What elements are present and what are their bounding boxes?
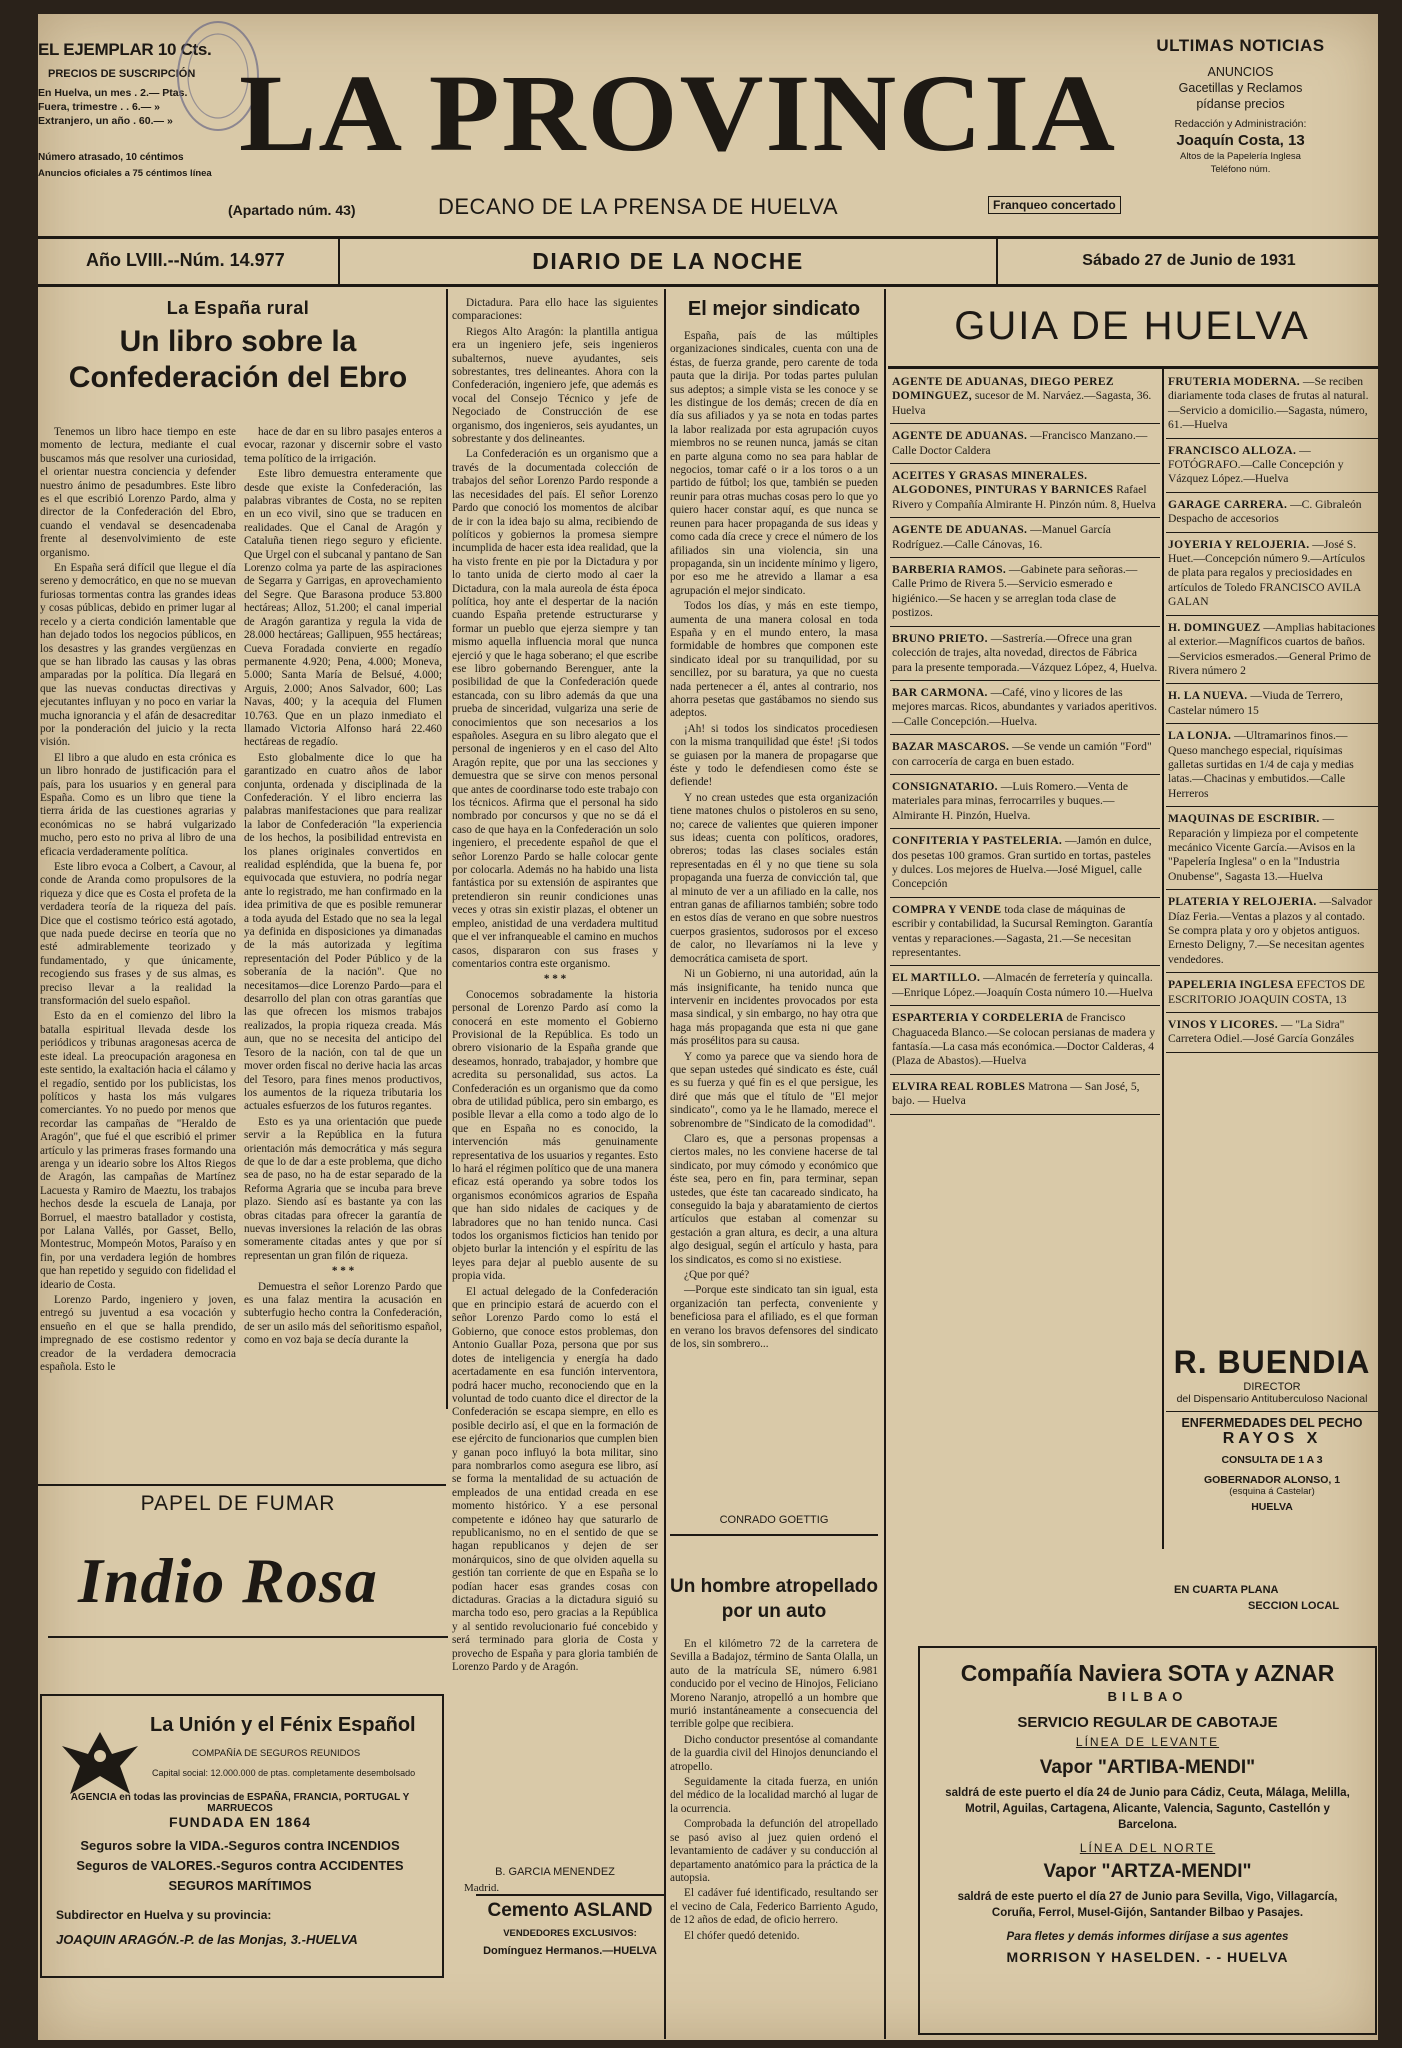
issue-date: Sábado 27 de Junio de 1931: [1082, 252, 1296, 269]
article-paragraph: Esto da en el comienzo del libro la batalla espiritual llevada desde los periódicos y tribunas aragonesas acerca de este ideal. La preocupación aragonesa en este sentido, la exaltación hacia el cálamo y el regadío, sentido por los publicistas, los políticos y hasta los más vulgares comerciantes. Yo no puedo por menos que recordar las campañas de "Heraldo de Aragón", que fué el que escribió el primer artículo y las primeras frases formando una arenga y un ideario sobre los Altos Riegos de Aragón, las campañas de Martínez Lacuesta y Ramiro de Maeztu, los trabajos hechos desde la escuela de Lanaja, por Borruel, el maestro batallador y costista, por Lalana Vallés, por Gasset, Bello, Montestruc, Mompeón Motos, Paraíso y en fin, por una verdadera legión de hombres que han repetido y seguido con fidelidad el ideario de Costa.: [40, 1010, 236, 1291]
guia-entry-name: BRUNO PRIETO.: [892, 631, 988, 645]
buendia-role: DIRECTOR: [1243, 1381, 1301, 1393]
masthead-right: [1118, 36, 1363, 175]
guia-entry-name: LA LONJA.: [1168, 729, 1232, 743]
guia-entry-text: —José S. Huet.—Concepción número 9.—Artículos de plata para regalos y preciosidades en artículos de Toledo FRANCISCO AVILA GALAN: [1168, 537, 1366, 609]
guia-entry: [1166, 724, 1378, 807]
cemento-sellers: Domínguez Hermanos.—HUELVA: [483, 1945, 657, 1957]
guia-entry-name: AGENTE DE ADUANAS, DIEGO PEREZ DOMINGUEZ,: [892, 375, 1114, 403]
kicker-espana-rural: La España rural: [166, 298, 310, 318]
guia-entry-text: —Francisco Manzano.—Calle Doctor Caldera: [892, 429, 1148, 457]
article-paragraph: * * *: [543, 973, 567, 986]
guia-entry-text: —C. Gibraleón Despacho de accesorios: [1168, 497, 1362, 526]
guia-entry-text: sucesor de M. Narváez.—Sagasta, 36. Huelva: [892, 389, 1152, 417]
naviera-ship1-text: saldrá de este puerto el día 24 de Junio para Cádiz, Ceuta, Málaga, Melilla, Motril, Aguilas, Cartagena, Alicante, Valencia, Sagunto, Castellón y Barcelona.: [945, 1787, 1350, 1831]
union-title: La Unión y el Fénix Español: [150, 1714, 416, 1736]
guia-entry: [890, 829, 1160, 898]
price-label: EL EJEMPLAR 10 Cts.: [38, 40, 212, 59]
buendia-spec: ENFERMEDADES DEL PECHO: [1166, 1411, 1378, 1430]
article-paragraph: La Confederación es un organismo que a través de la documentada colección de trabajos del señor Lorenzo Pardo responde a las necesidades del país. El señor Lorenzo Pardo que conoció los momentos de alcibar de ir con la idea bajo su alma, recibiendo de políticos y gobiernos la promesa siempre incumplida de hacer esta idea realidad, que la ha visto frente en pie por la Dictadura y por lo tanto unida de cierto modo al caer la Dictadura, con la mala aureola de ésta época política, hoy ante el despertar de la nación cuando España pretende estructurarse y formar un pueblo que ejerza siempre y tan mismo aquella influencia moral que nunca ejerció y que le haga soberano; el que escribe ese libro gobernando Berenguer, ante la posibilidad de que la Confederación quede estancada, con su libro además da que una prueba de sinceridad, vulgariza una serie de conocimientos que son necesarios a los españoles. Asegura en su libro alegato que el personal de ingenieros y en el caso del Alto Aragón repite, que por una las secciones y demuestra que se sirve con menos personal que antes de coordinarse todo este trabajo con los técnicos. Afirma que el personal ha sido nombrado por concursos y que no se dá el caso de que haya en la Confederación un solo ingeniero, el precedente español de que el señor Lorenzo Pardo se halle colocar gente por colocarla. Además no ha habido una lista fantástica por su extensión de aspirantes que pretendieron sin reunir condiciones unas veces y otras sin existir plazas, el obtener un empleo, anistidad de una verdadera multitud que el ver infranqueable el camino en muchos casos, dispararon con sus frases y comentarios contra este organismo.: [452, 448, 658, 970]
naviera-service: SERVICIO REGULAR DE CABOTAJE: [1017, 1714, 1278, 1731]
article-col2: [244, 426, 442, 1411]
guia-entry-name: PAPELERIA INGLESA: [1168, 978, 1294, 992]
buendia-place: del Dispensario Antituberculoso Nacional: [1176, 1393, 1368, 1405]
union-capital: Capital social: 12.000.000 de ptas. completamente desembolsado: [152, 1768, 416, 1778]
phoenix-emblem-icon: [60, 1724, 140, 1799]
naviera-city: BILBAO: [1107, 1689, 1188, 1704]
guia-entry-name: H. DOMINGUEZ: [1168, 620, 1261, 634]
anuncios-line: ANUNCIOS: [1207, 65, 1274, 79]
papel-fumar-title: PAPEL DE FUMAR: [140, 1492, 336, 1515]
article-paragraph: Comprobada la defunción del atropellado se pasó aviso al juez quien ordenó el levantamiento de cadáver y su conducción al departamento anatómico para la práctica de la autopsia.: [670, 1818, 878, 1884]
guia-entry-name: FRUTERIA MODERNA.: [1168, 375, 1300, 388]
guia-entry: [890, 558, 1160, 627]
guia-entry-text: —Manuel García Rodríguez.—Calle Cánovas, 16.: [892, 523, 1111, 551]
guia-entry: [1166, 973, 1378, 1013]
article-paragraph: Demuestra el señor Lorenzo Pardo que es una falaz mentira la acusación en subterfugio hecho contra la Confederación, de ser un asilo más del señoritismo español, como en voz baja se decía durante la: [244, 1280, 442, 1347]
article-paragraph: El cadáver fué identificado, resultando ser el vecino de Cala, Federico Barriento Agudo, de 12 años de edad, de oficio herrero.: [670, 1887, 878, 1927]
cemento-sub: VENDEDORES EXCLUSIVOS:: [503, 1928, 637, 1939]
subscription-row: Extranjero, un año . 60.— »: [38, 115, 173, 127]
article-paragraph: Seguidamente la citada fuerza, en unión del médico de la localidad marchó al lugar de la ocurrencia.: [670, 1776, 878, 1815]
article-paragraph: En España será difícil que llegue el día sereno y democrático, en que no se muevan furiosas tormentas contra las grandes ideas y cosas públicas, debido en primer lugar al recelo y a cierta condición lamentable que han dejado todos los negocios públicos, en los desastres y las grandes vergüenzas en que se han librado las causas y las obras amparadas por la política. Día llegará en que las nuevas conductas directivas y ejecutantes influyan y no poco en variar la mucha ignorancia y el afán de desacreditar por la ponderación del juicio y la recta visión.: [40, 562, 236, 749]
article-paragraph: Y como ya parece que va siendo hora de que sepan ustedes qué sindicato es éste, cuál es su fuerza y qué fin es el que persigue, les diré que más que el título de "El mejor sindicato", como ya le he llamado, merece el sobrenombre de "Sindicato de la comodidad".: [670, 1050, 878, 1130]
article-paragraph: Esto es ya una orientación que puede servir a la República en la futura orientación más democrática y más segura de que lo de dar a este problema, que dicho sea de paso, no ha de estar separado de la Reforma Agraria que se incuba para breve plazo. Siendo así es bastante ya con las obras citadas para ofrecer la garantía de nuevas inversiones la relación de las obras someramente citadas antes y que por sí representan un gran filón de riqueza.: [244, 1115, 442, 1262]
ultimas-noticias: ULTIMAS NOTICIAS: [1156, 36, 1325, 55]
issue-number: Año LVIII.--Núm. 14.977: [86, 250, 285, 270]
guia-entry-name: VINOS Y LICORES.: [1168, 1018, 1278, 1032]
dateline-center: DIARIO DE LA NOCHE: [532, 248, 804, 274]
guia-entry-text: —Ultramarinos finos.—Queso manchego especial, riquísimas galletas surtidas en 1/4 de caja y medias latas.—Chacinas y embutidos.—Calle Herreros: [1168, 729, 1354, 800]
guia-entry: [1166, 684, 1378, 724]
signature-garcia: B. GARCIA MENENDEZ: [495, 1866, 615, 1878]
article-paragraph: Ni un Gobierno, ni una autoridad, aún la más insignificante, ha tenido nunca que intervenir en incidentes provocados por esta masa sindical, y sin embargo, no hay otra que haga más propaganda que esta ni que gane más prosélitos para su causa.: [670, 968, 878, 1048]
subscription-title: PRECIOS DE SUSCRIPCIÓN: [48, 68, 196, 80]
subscription-row: En Huelva, un mes . 2.— Ptas.: [38, 87, 188, 99]
guia-entry-text: — "La Sidra" Carretera Odiel.—José García Gonzáles: [1168, 1018, 1355, 1046]
guia-entry-text: —Se reciben diariamente toda clases de frutas al natural.—Servicio a domicilio.—Sagasta, número, 61.—Huelva: [1168, 375, 1369, 432]
anuncios-oficiales-note: Anuncios oficiales a 75 céntimos línea: [38, 168, 212, 179]
anuncios-line: Gacetillas y Reclamos: [1178, 81, 1303, 95]
guia-entry: [1166, 493, 1378, 533]
guia-entry-text: —Gabinete para señoras.—Calle Primo de Rivera 5.—Servicio esmerado e higiénico.—Se hacen y se arreglan toda clase de postizos.: [892, 563, 1138, 620]
guia-entry-name: CONSIGNATARIO.: [892, 779, 998, 793]
guia-entry: [890, 627, 1160, 681]
signature-goettig: CONRADO GOETTIG: [719, 1514, 829, 1526]
guia-entry-name: PLATERIA Y RELOJERIA.: [1168, 895, 1317, 909]
article-paragraph: Dictadura. Para ello hace las siguientes comparaciones:: [452, 297, 658, 323]
article-paragraph: El libro a que aludo en esta crónica es un libro honrado de justificación para el país, para los usuarios y en general para España. Como es un libro que tiene la tierra árida de las cuestiones agrarias y económicas no se habrá vulgarizado mucho, pero esto no priva al libro de una eficacia verdaderamente política.: [40, 751, 236, 858]
buendia-ad: [1166, 1344, 1378, 1513]
signature-place: Madrid.: [464, 1882, 500, 1894]
union-lines: [42, 1836, 438, 1896]
article-col3: [452, 297, 658, 1862]
union-agencia: AGENCIA en todas las provincias de ESPAÑA, FRANCIA, PORTUGAL Y MARRUECOS: [70, 1792, 410, 1814]
indio-rosa-brand: Indio Rosa: [78, 1545, 378, 1616]
apartado-label: (Apartado núm. 43): [228, 202, 356, 218]
masthead-subtitle: DECANO DE LA PRENSA DE HUELVA: [438, 194, 839, 219]
guia-entry-name: GARAGE CARRERA.: [1168, 497, 1288, 511]
union-person: JOAQUIN ARAGÓN.-P. de las Monjas, 3.-HUELVA: [56, 1932, 358, 1947]
guia-entry: [1166, 807, 1378, 890]
article-paragraph: Tenemos un libro hace tiempo en este momento de lectura, mediante el cual buscamos más que resolver una curiosidad, el orientar nuestra conciencia y defender nuestro ánimo de pesadumbres. Este libro es el que escribió Lorenzo Pardo, alma y director de la Confederación del Ebro, cuando el vendaval se desencadenaba frente al desenvolvimiento de este organismo.: [40, 426, 236, 559]
guia-entry-name: AGENTE DE ADUANAS.: [892, 429, 1028, 443]
guia-entry-name: H. LA NUEVA.: [1168, 689, 1248, 703]
guia-entry: [1166, 439, 1378, 493]
union-fundada: FUNDADA EN 1864: [168, 1814, 312, 1830]
guia-entry: [890, 966, 1160, 1006]
anuncios-line: pídanse precios: [1196, 97, 1285, 111]
guia-entry-text: —FOTÓGRAFO.—Calle Concepción y Vázquez López.—Huelva: [1168, 443, 1344, 486]
guia-entry: [890, 1075, 1160, 1115]
article-paragraph: España, país de las múltiples organizaciones sindicales, cuenta con una de éstas, de fuerza grande, pero carente de toda pauta que la dirija. Por todas partes pululan sus adeptos; a simple vista se les conoce y se les distingue de los demás; crecen de día en día sus afiliados y ya se nota en todas partes la labor realizada por esta agrupación cuyos miembros no se reunen nunca, jamás se citan en parte alguna como no sea para hablar de negocios, tomar café o ir a los toros o a un partido de fútbol; los que, también se pueden reunir para otras muchas cosas pero lo que yo quiero hacer constar aquí, es que nunca se reunen para hacer propaganda de sus ideas y como cada día crece y crece el número de los afiliados sin una violencia, sin una propaganda, sin un incidente mínimo y ligero, por eso me he atrevido a llamar a esa agrupación el mejor sindicato.: [670, 330, 878, 597]
article-paragraph: Esto globalmente dice lo que ha garantizado en cuatro años de labor conjunta, ordenada y disciplinada de la Confederación. Y el libro encierra las palabras manifestaciones que para realizar la labor de Confederación "la experiencia de los hechos, la posibilidad entrevista en los planes originales convertidos en realidad espléndida, que la buena fe, por equivocada que estuviera, no podría negar ante lo registrado, me han confirmado en la idea primitiva de que es posible remunerar a toda ayuda del Estado que no sea la legal ya definida en disposiciones ya dimanadas de la más autorizada y legítima representación del Poder Público y de la soberanía de la nación". Que no necesitamos—dice Lorenzo Pardo—para el desarrollo del plan con otras garantías que las que ofrecen los mismos trabajos realizados, la propia riqueza creada. Más aun, que no se necesita del anticipo del Tesoro de la nación, con tal de que un mover orden fiscal no derive hacia las arcas del Tesoro, para fines menos productivos, los aumentos de la riqueza tributaria los actuales esfuerzos de los futuros regantes.: [244, 751, 442, 1113]
article-paragraph: —Porque este sindicato tan sin igual, esta organización tan perfecta, conveniente y beneficiosa para el afiliado, es el que forman en verano los bravos defensores del sindicato de los, sin sombrero...: [670, 1284, 878, 1351]
article-paragraph: Y no crean ustedes que esta organización tiene matones chulos o pistoleros en su seno, no; carece de valientes que quieren imponer sus ideas; cuenta con políticos, oradores, obreros; todas las clases sociales están representadas en él y no que tiene su sola propaganda una fuerza de convicción tal, que al minuto de ver a un afiliado en la calle, nos entran ganas de afiliarnos también; sobre todo en estos días de verano en que sobre nuestros cuerpos grasientos, sudorosos por el exceso de calor, no llevaríamos ni la leve y democrática camiseta de sport.: [670, 791, 878, 965]
article-col4b: [670, 1638, 878, 2033]
buendia-name: R. BUENDIA: [1173, 1344, 1371, 1380]
article-paragraph: ¿Que por qué?: [684, 1269, 750, 1282]
redaccion-note: Altos de la Papelería Inglesa: [1180, 151, 1301, 162]
union-sub: COMPAÑÍA DE SEGUROS REUNIDOS: [192, 1748, 361, 1759]
franqueo-box: Franqueo concertado: [988, 196, 1121, 214]
article-paragraph: Riegos Alto Aragón: la plantilla antigua era un ingeniero jefe, seis ingenieros subalternos, nueve ayudantes, seis sobrestantes, tres delineantes. Ahora con la Confederación, ingeniero jefe, que además es vocal del Consejo Técnico y jefe de Negociado de Construcción de ese organismo, dos ingenieros, seis ayudantes, un sobrestante y dos delineantes.: [452, 325, 658, 446]
guia-left-column: [890, 370, 1160, 1115]
guia-entry-name: ELVIRA REAL ROBLES: [892, 1079, 1026, 1093]
guia-entry-name: JOYERIA Y RELOJERIA.: [1168, 537, 1310, 551]
redaccion-address: Joaquín Costa, 13: [1176, 132, 1305, 149]
guia-entry-name: AGENTE DE ADUANAS.: [892, 523, 1028, 537]
article-paragraph: Claro es, que a personas propensas a ciertos males, no les conviene hacerse de tal sindicato, por muy cómodo y económico que éste sea, pero en fin, para terminar, sepan ustedes, que éste tan cacareado sindicato, ha conseguido la baja y abaratamiento de ciertos artículos que estaban al comenzar su gestación a gran altura, es decir, a una altura algo desigual, según el artículo y hasta, para los sindicatos, es como si no existiese.: [670, 1132, 878, 1266]
guia-entry-text: —Salvador Díaz Feria.—Ventas a plazos y al contado. Se compra plata y oro y objetos antiguos. Ernesto Deligny, 7.—Se necesitan agentes vendedores.: [1168, 895, 1373, 966]
naviera-footer: Para fletes y demás informes diríjase a sus agentes: [1006, 1931, 1289, 1943]
subscription-row: Fuera, trimestre . . 6.— »: [38, 101, 160, 113]
guia-entry-name: BAR CARMONA.: [892, 685, 988, 699]
union-sub2: Subdirector en Huelva y su provincia:: [56, 1908, 272, 1922]
guia-entry: [890, 424, 1160, 464]
guia-title: GUIA DE HUELVA: [954, 304, 1310, 348]
guia-entry-name: BAZAR MASCAROS.: [892, 740, 1010, 754]
article-col1: [40, 426, 236, 1411]
article-paragraph: ¡Ah! si todos los sindicatos procediesen con la misma tranquilidad que éste! ¡Si todos se guiasen por la manera de propagarse que éste y todo le defendiesen como éste se defiende!: [670, 722, 878, 789]
guia-entry-name: BARBERIA RAMOS.: [892, 563, 1007, 577]
guia-entry-name: CONFITERIA Y PASTELERIA.: [892, 834, 1063, 848]
guia-entry: [890, 518, 1160, 558]
guia-entry-text: de Francisco Chaguaceda Blanco.—Se colocan persianas de madera y fantasía.—La casa más económica.—Doctor Calderas, 4 (Plaza de Abastos).—Huelva: [892, 1011, 1156, 1068]
anuncios-lines: [1118, 64, 1363, 112]
article-paragraph: * * *: [331, 1265, 355, 1278]
guia-entry: [1166, 533, 1378, 616]
union-fenix-ad: [40, 1694, 444, 1978]
article-col4: [670, 330, 878, 1510]
guia-entry-name: COMPRA Y VENDE: [892, 902, 1002, 916]
article-paragraph: Este libro evoca a Colbert, a Cavour, al conde de Aranda como propulsores de la riqueza y dice que es Costa el profeta de la verdadera teoría de la riqueza del país. Dice que el costismo teórico está agotado, que nada puede decirse en teoría que no esté admirablemente teorizado y fundamentado, y que únicamente, recogiendo sus frases y de sus almas, es preciso llevar a la realidad la transformación del suelo español.: [40, 861, 236, 1008]
guia-entry-name: ACEITES Y GRASAS MINERALES. ALGODONES, PINTURAS Y BARNICES: [892, 469, 1114, 497]
guia-entry-name: FRANCISCO ALLOZA.: [1168, 443, 1297, 457]
guia-entry: [890, 1006, 1160, 1075]
masthead-title: LA PROVINCIA: [239, 53, 1117, 175]
guia-entry: [1166, 616, 1378, 685]
guia-entry-name: EL MARTILLO.: [892, 971, 981, 985]
guia-entry-name: ESPARTERIA Y CORDELERIA: [892, 1011, 1064, 1025]
article-paragraph: En el kilómetro 72 de la carretera de Sevilla a Badajoz, término de Santa Olalla, un auto de la matrícula SE, número 6.981 conducido por el vecino de Hinojos, Feliciano Moreno Naranjo, atropelló a un hombre que murió instantáneamente a consecuencia del terrible golpe que recibiera.: [670, 1638, 878, 1731]
guia-entry: [890, 898, 1160, 967]
seccion-local: SECCION LOCAL: [1248, 1600, 1340, 1612]
guia-entry-text: —Jamón en dulce, dos pesetas 100 gramos. Gran surtido en tortas, pasteles y dulces. Los mejores de Huelva.—José Miguel, calle Concepción: [892, 834, 1152, 891]
en-cuarta-plana: EN CUARTA PLANA: [1174, 1584, 1279, 1596]
guia-right-column: [1166, 370, 1378, 1053]
cemento-asland-ad: [480, 1900, 660, 1970]
guia-entry-text: —Viuda de Terrero, Castelar número 15: [1168, 689, 1343, 717]
guia-entry: [1166, 890, 1378, 973]
telefono-label: Teléfono núm.: [1210, 164, 1271, 175]
guia-entry-text: —Luis Romero.—Venta de materiales para minas, ferrocarriles y buques.—Almirante H. Pinzón, Huelva.: [892, 779, 1128, 822]
naviera-line2: LÍNEA DEL NORTE: [1079, 1841, 1216, 1855]
headline-hombre-atropellado: Un hombre atropellado por un auto: [670, 1576, 878, 1622]
naviera-ad: [918, 1646, 1377, 2035]
naviera-ship1: Vapor "ARTIBA-MENDI": [1039, 1757, 1256, 1778]
guia-entry-text: Matrona — San José, 5, bajo. — Huelva: [892, 1079, 1140, 1108]
guia-entry-name: MAQUINAS DE ESCRIBIR.: [1168, 812, 1320, 826]
union-line: SEGUROS MARÍTIMOS: [168, 1878, 312, 1893]
buendia-address: GOBERNADOR ALONSO, 1: [1203, 1474, 1341, 1486]
article-paragraph: Lorenzo Pardo, ingeniero y joven, entregó su juventud a esa vocación y ensueño en el que se halla prendido, impregnado de ese costismo redentor y creador de la verdadera democracia española. Esto le: [40, 1294, 236, 1374]
guia-entry-text: —Se vende un camión "Ford" con carrocería de carga en buen estado.: [892, 740, 1152, 768]
article-paragraph: Conocemos sobradamente la historia personal de Lorenzo Pardo así como la conocerá en este momento el Gobierno Provisional de la República. Es todo un obrero visionario de la España grande que deseamos, honrado, trabajador, y hombre que acredita su personalidad, sus actos. La Confederación es un organismo que da como obra de utilidad pública, pero sin embargo, es posible llevar a ella como a todo algo de lo que en España no es conocido, la intervención más genuinamente representativa de los usuarios y regantes. Esto lo hará el régimen político que de una manera eficaz está operando ya sobre todos los organismos económicos agrarios de España que han sido nidales de caciques y de labradores que no han tenido nunca. Casi todos los organismos ficticios han tenido por objeto burlar la intención y el espíritu de las leyes para dejar al pueblo ausente de su propia vida.: [452, 988, 658, 1283]
article-paragraph: Este libro demuestra enteramente que desde que existe la Confederación, las palabras vibrantes de Costa, no se repiten en un eco vivil, sino que se traducen en realidades. Que el Canal de Aragón y Cataluña tienen riego seguro y eficiente. Que Urgel con el subcanal y pantano de San Lorenzo colma ya parte de las aspiraciones de Segarra y Garrigas, en aprovechamiento del Segre. Que Barasona produce 53.800 hectáreas; Alloz, 51.200; el canal imperial de Aragón garantiza y regula la vida de 28.000 hectáreas; Gallipuen, 955 hectáreas; Cueva Foradada convierte en regadío permanente 4.920; Pena, 4.000; Moneva, 5.000; Santa María de Belsué, 4.000; Arguis, 2.000; Anos Salvador, 600; Las Navas, 400; y la acequia del Flumen 10.763. Que en un plazo inmediato el llamado Victoria Alfonso hará 22.460 hectáreas de regadío.: [244, 468, 442, 749]
naviera-agents: MORRISON Y HASELDEN. - - HUELVA: [1006, 1949, 1289, 1965]
atrasado-note: Número atrasado, 10 céntimos: [38, 152, 184, 163]
union-line: Seguros de VALORES.-Seguros contra ACCIDENTES: [76, 1858, 404, 1873]
guia-entry-text: EFECTOS DE ESCRITORIO JOAQUIN COSTA, 13: [1168, 978, 1365, 1006]
naviera-ship2-text: saldrá de este puerto el día 27 de Junio para Sevilla, Vigo, Villagarcía, Coruña, Ferrol, Musel-Gijón, Santander Bilbao y Pasajes.: [957, 1891, 1338, 1919]
union-line: Seguros sobre la VIDA.-Seguros contra INCENDIOS: [80, 1838, 400, 1853]
guia-entry-text: —Amplias habitaciones al exterior.—Magníficos cuartos de baños.—Servicios esmerados.—General Primo de Rivera número 2: [1168, 620, 1376, 677]
guia-entry-text: toda clase de máquinas de escribir y contabilidad, la Sucursal Remington. Garantía ventas y reparaciones.—Sagasta, 21.—Se necesitan representantes.: [892, 902, 1153, 959]
guia-entry: [890, 464, 1160, 518]
article-paragraph: El actual delegado de la Confederación que en principio estará de acuerdo con el señor Lorenzo Pardo como lo está el Gobierno, que conoce estos problemas, don Antonio Guallar Poza, persona que por sus dotes de inteligencia y energía ha dado acertadamente en esa función interventora, podrá hacer mucho, reconociendo que en la voluntad de todo cuanto dice el director de la Confederación se escapa siempre, en ello es posible decirlo así, el que en la formación de ese ejército de funcionarios que cumplen bien y ganan poco influyó la bota militar, sino para nombrarlos como asegura ese libro, así se forma la mentalidad de su actuación de empleados de una entidad creada en ese momento histórico. Y a ese personal competente e idóneo hay que saturarlo de republicanismo, no en el sentido de que se hagan republicanos y dejen de ser monárquicos, sino de que olviden aquella su gestión tan corriente de que en España se lo podían hacer esas grandes cosas con dictaduras. Gracias a la dictadura siguió su marcha todo eso, pero gracias a la República y al sentido revolucionario fué concebido y será terminado para gloria de Costa y provecho de España y para gloria también de Lorenzo Pardo y de Aragón.: [452, 1285, 658, 1674]
cemento-title: Cemento ASLAND: [487, 1900, 653, 1921]
guia-entry-text: —Café, vino y licores de las mejores marcas. Ricos, abundantes y variados aperitivos.—Calle Concepción.—Huelva.: [892, 685, 1157, 728]
naviera-ship2: Vapor "ARTZA-MENDI": [1043, 1861, 1252, 1882]
guia-entry-text: —Almacén de ferretería y quincalla.—Enrique López.—Joaquín Costa número 10.—Huelva: [892, 971, 1153, 999]
guia-entry: [1166, 370, 1378, 439]
article-paragraph: hace de dar en su libro pasajes enteros a evocar, razonar y discernir sobre el vasto tema político de la irrigación.: [244, 426, 442, 465]
newspaper-page: [38, 14, 1378, 2040]
headline-libro-confederacion: Un libro sobre la Confederación del Ebro: [68, 325, 408, 394]
guia-entry: [890, 681, 1160, 735]
guia-entry: [1166, 1013, 1378, 1053]
article-paragraph: Dicho conductor presentóse al comandante de la guardia civil del Hinojos denunciando el atropello.: [670, 1733, 878, 1773]
headline-mejor-sindicato: El mejor sindicato: [687, 298, 861, 320]
buendia-rayos: RAYOS X: [1222, 1430, 1322, 1447]
naviera-title: Compañía Naviera SOTA y AZNAR: [960, 1660, 1335, 1686]
buendia-corner: (esquina á Castelar): [1229, 1486, 1315, 1497]
article-paragraph: El chófer quedó detenido.: [684, 1929, 800, 1942]
naviera-line1: LÍNEA DE LEVANTE: [1075, 1735, 1220, 1749]
guia-entry: [890, 370, 1160, 424]
buendia-consulta: CONSULTA DE 1 A 3: [1221, 1454, 1323, 1466]
guia-entry: [890, 775, 1160, 829]
redaccion-label: Redacción y Administración:: [1174, 118, 1307, 130]
guia-entry-text: —Reparación y limpieza por el competente mecánico Vicente García.—Avisos en la "Papelería Inglesa" o en la "Industria Onubense", Sagasta 13.—Huelva: [1168, 812, 1359, 883]
buendia-city: HUELVA: [1251, 1501, 1293, 1513]
guia-entry-text: —Sastrería.—Ofrece una gran colección de trajes, alta novedad, directos de Fábrica para la presente temporada.—Vázquez López, 4, Huelva.: [892, 631, 1158, 674]
guia-entry: [890, 735, 1160, 775]
article-paragraph: Todos los días, y más en este tiempo, aumenta de una manera colosal en toda España y en el mundo entero, la masa formidable de hombres que componen este sindicato ideal por su tranquilidad, por su sencillez, por su baratura, ya que no cuesta nada pertenecer a él, antes al contrario, nos ahorra pesetas que gastábamos no siendo sus adeptos.: [670, 600, 878, 720]
guia-entry-text: Rafael Rivero y Compañía Almirante H. Pinzón núm. 8, Huelva: [892, 483, 1156, 511]
